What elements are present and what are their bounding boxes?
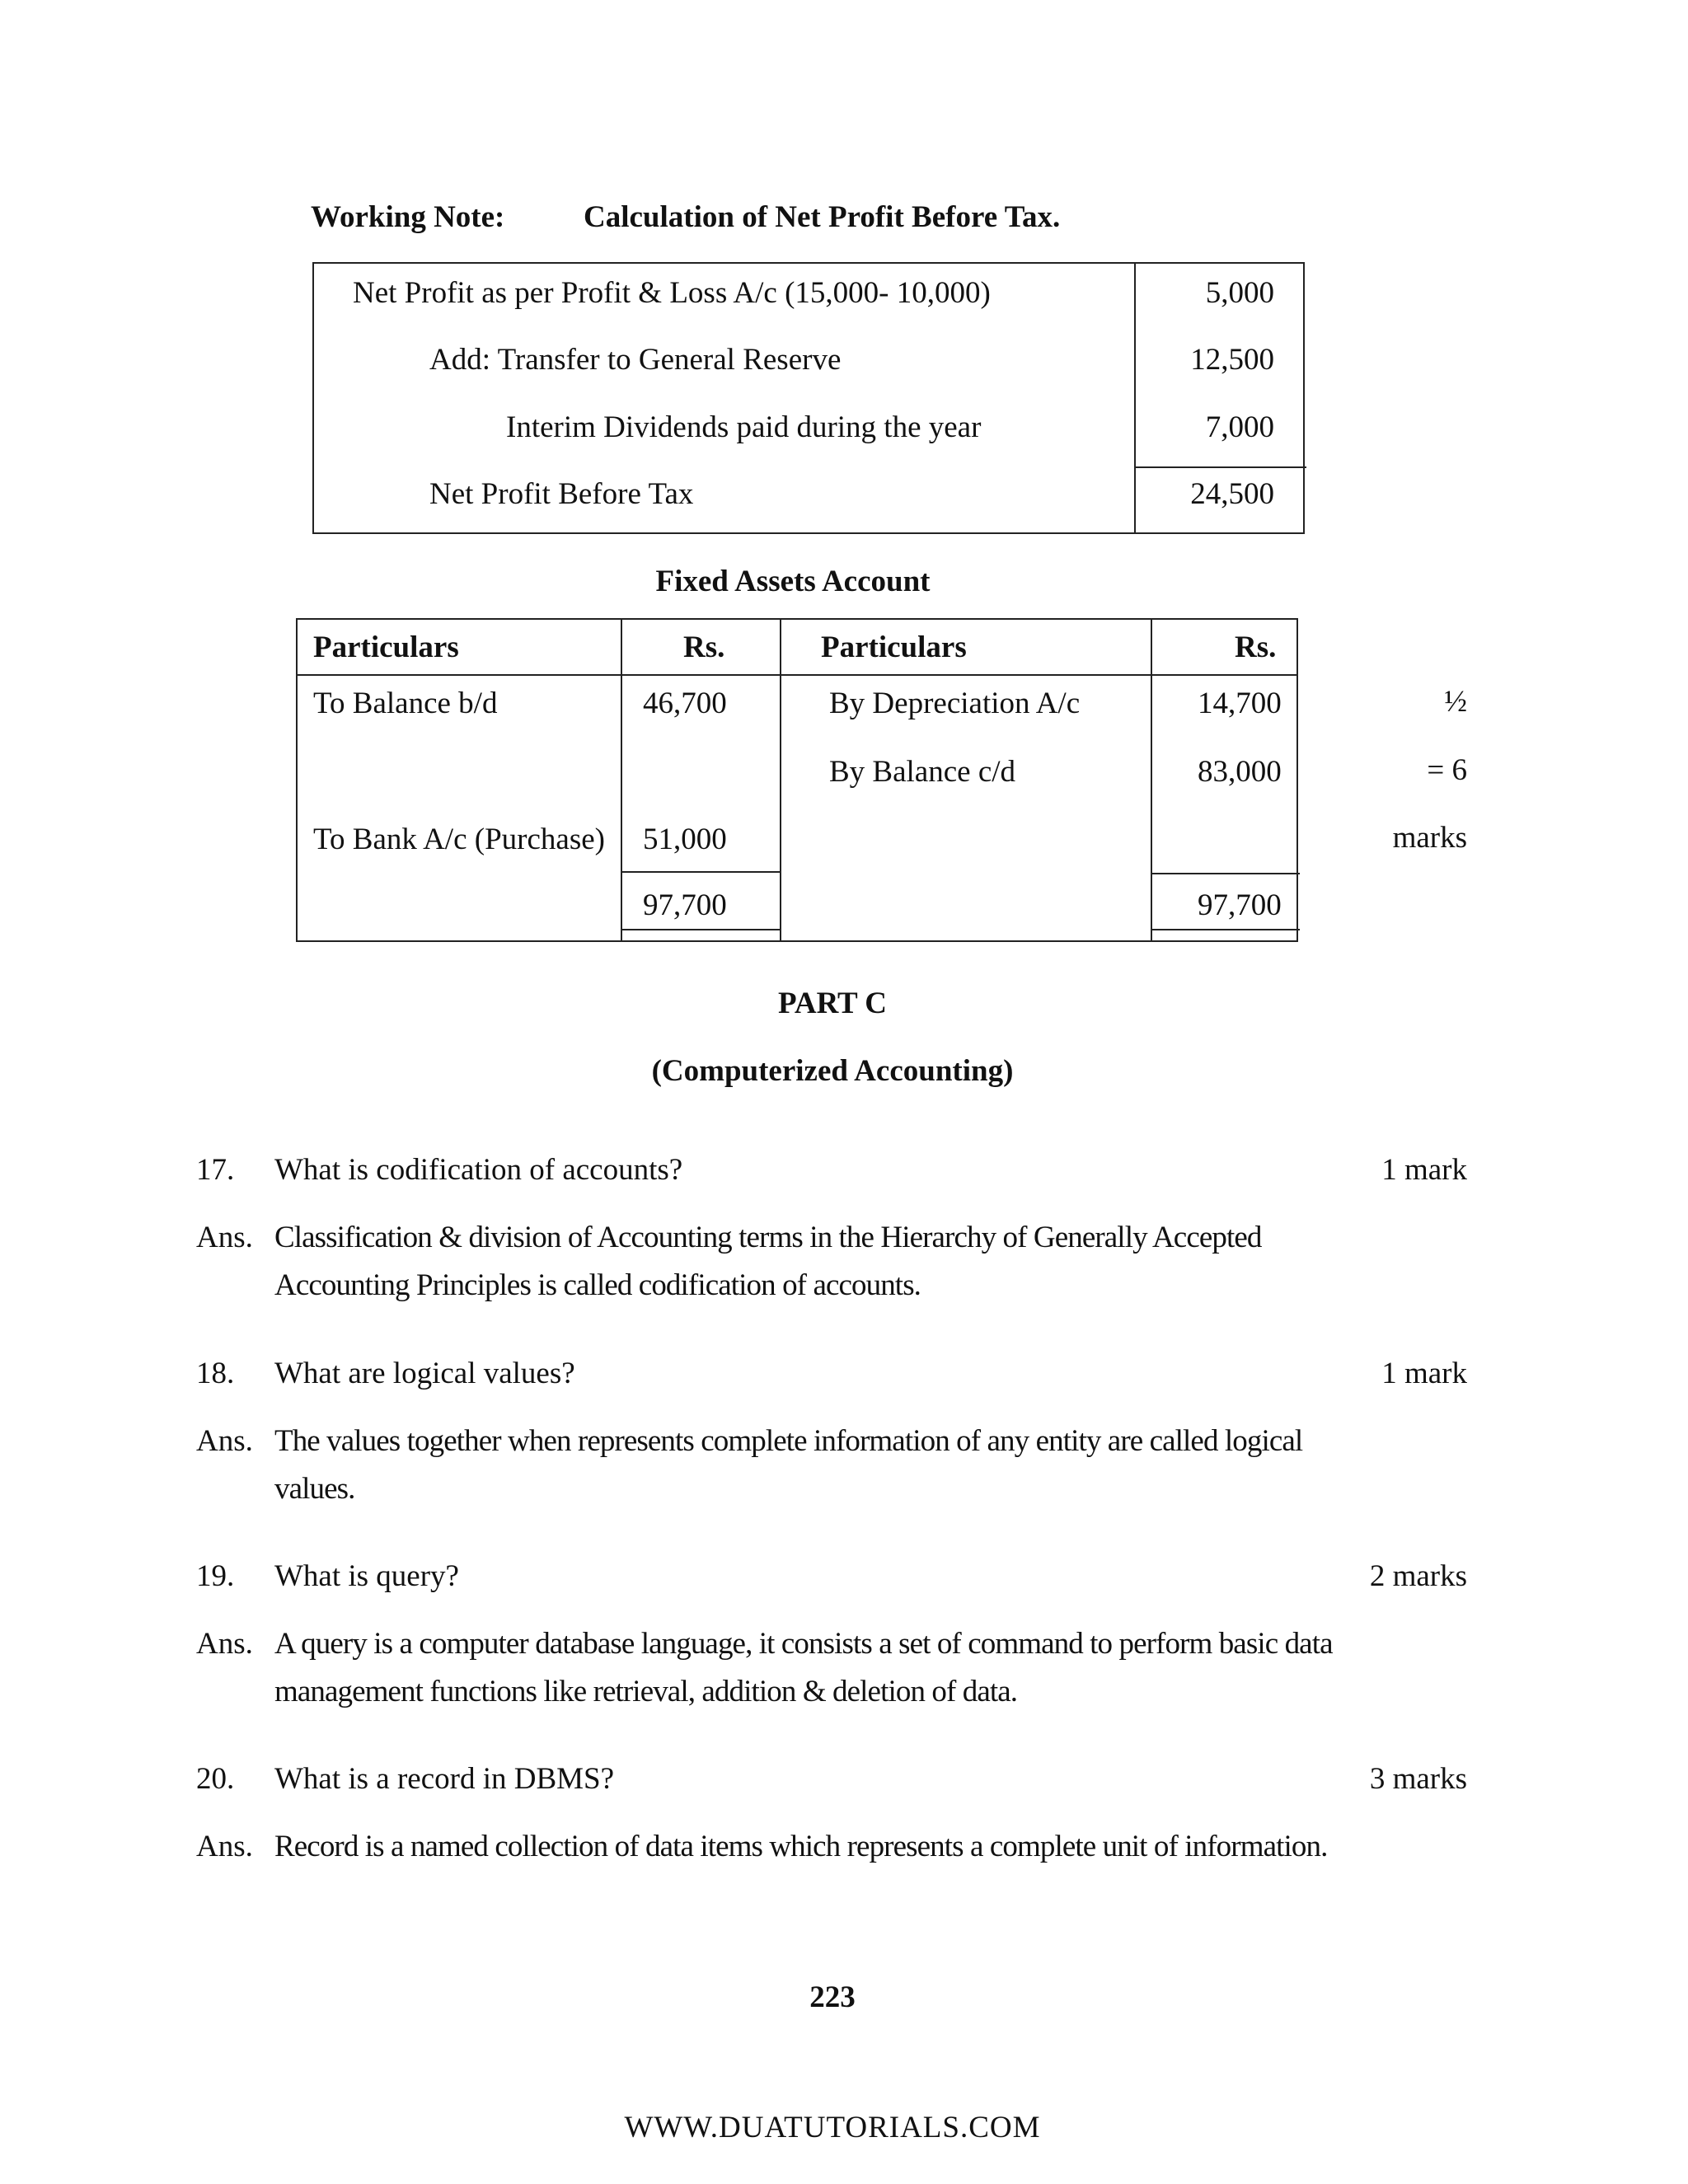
part-c-title: PART C — [778, 987, 887, 1020]
question-number: 20. — [196, 1762, 235, 1796]
credit-amount: 14,700 — [1198, 687, 1282, 720]
credit-total-rule — [1151, 873, 1300, 874]
credit-total: 97,700 — [1198, 888, 1282, 922]
question-marks: 2 marks — [1369, 1559, 1467, 1593]
question-marks: 3 marks — [1369, 1762, 1467, 1796]
answer-label: Ans. — [196, 1221, 253, 1254]
debit-total-rule — [621, 871, 780, 873]
column-divider — [621, 620, 622, 940]
np-row-label: Interim Dividends paid during the year — [506, 410, 982, 444]
working-note-title: Calculation of Net Profit Before Tax. — [584, 200, 1061, 234]
answer-label: Ans. — [196, 1424, 253, 1458]
marks-note-half: ½ — [1444, 685, 1467, 719]
np-row-amount: 12,500 — [1190, 343, 1274, 377]
answer-label: Ans. — [196, 1830, 253, 1863]
answer-text: A query is a computer database language, it consists a set of command to perform basic data management functions like retrieval, addition & deletion of data. — [274, 1627, 1333, 1708]
working-note-label: Working Note: — [311, 200, 505, 234]
answer-label: Ans. — [196, 1627, 253, 1661]
np-total-amount: 24,500 — [1190, 477, 1274, 511]
column-divider — [780, 620, 781, 940]
debit-amount: 51,000 — [643, 823, 727, 856]
header-rule — [298, 674, 1296, 676]
credit-total-double-rule — [1151, 929, 1300, 930]
column-divider — [1134, 264, 1136, 532]
marks-note-equals: = 6 — [1427, 753, 1467, 787]
total-rule — [1134, 466, 1306, 468]
question-text: What is a record in DBMS? — [274, 1762, 615, 1796]
np-row-label: Add: Transfer to General Reserve — [429, 343, 842, 377]
answer-text: Record is a named collection of data items which represents a complete unit of information. — [274, 1830, 1328, 1863]
net-profit-table — [312, 262, 1305, 534]
question-number: 18. — [196, 1357, 235, 1390]
footer-url[interactable]: WWW.DUATUTORIALS.COM — [624, 2111, 1041, 2144]
part-c-subtitle: (Computerized Accounting) — [651, 1054, 1014, 1088]
question-text: What are logical values? — [274, 1357, 575, 1390]
column-divider — [1151, 620, 1152, 940]
header-rs: Rs. — [1235, 630, 1277, 664]
debit-particular: To Bank A/c (Purchase) — [313, 823, 605, 856]
question-text: What is codification of accounts? — [274, 1153, 683, 1187]
fixed-assets-title: Fixed Assets Account — [655, 565, 931, 598]
header-particulars: Particulars — [821, 630, 967, 664]
question-marks: 1 mark — [1381, 1153, 1467, 1187]
np-total-label: Net Profit Before Tax — [429, 477, 694, 511]
marks-note-marks: marks — [1392, 821, 1467, 855]
header-rs: Rs. — [683, 630, 725, 664]
debit-total-double-rule — [621, 929, 780, 930]
debit-particular: To Balance b/d — [313, 687, 498, 720]
np-row-label: Net Profit as per Profit & Loss A/c (15,000- 10,000) — [353, 276, 991, 310]
answer-text: The values together when represents complete information of any entity are called logical values. — [274, 1424, 1303, 1506]
np-row-amount: 7,000 — [1205, 410, 1274, 444]
fixed-assets-table — [296, 618, 1298, 942]
question-number: 17. — [196, 1153, 235, 1187]
question-text: What is query? — [274, 1559, 459, 1593]
debit-amount: 46,700 — [643, 687, 727, 720]
credit-amount: 83,000 — [1198, 755, 1282, 789]
debit-total: 97,700 — [643, 888, 727, 922]
credit-particular: By Balance c/d — [829, 755, 1016, 789]
question-number: 19. — [196, 1559, 235, 1593]
credit-particular: By Depreciation A/c — [829, 687, 1081, 720]
header-particulars: Particulars — [313, 630, 459, 664]
np-row-amount: 5,000 — [1205, 276, 1274, 310]
answer-text: Classification & division of Accounting terms in the Hierarchy of Generally Accepted Accounting Principles is called codification of accounts. — [274, 1221, 1262, 1302]
page-number: 223 — [809, 1980, 856, 2014]
question-marks: 1 mark — [1381, 1357, 1467, 1390]
